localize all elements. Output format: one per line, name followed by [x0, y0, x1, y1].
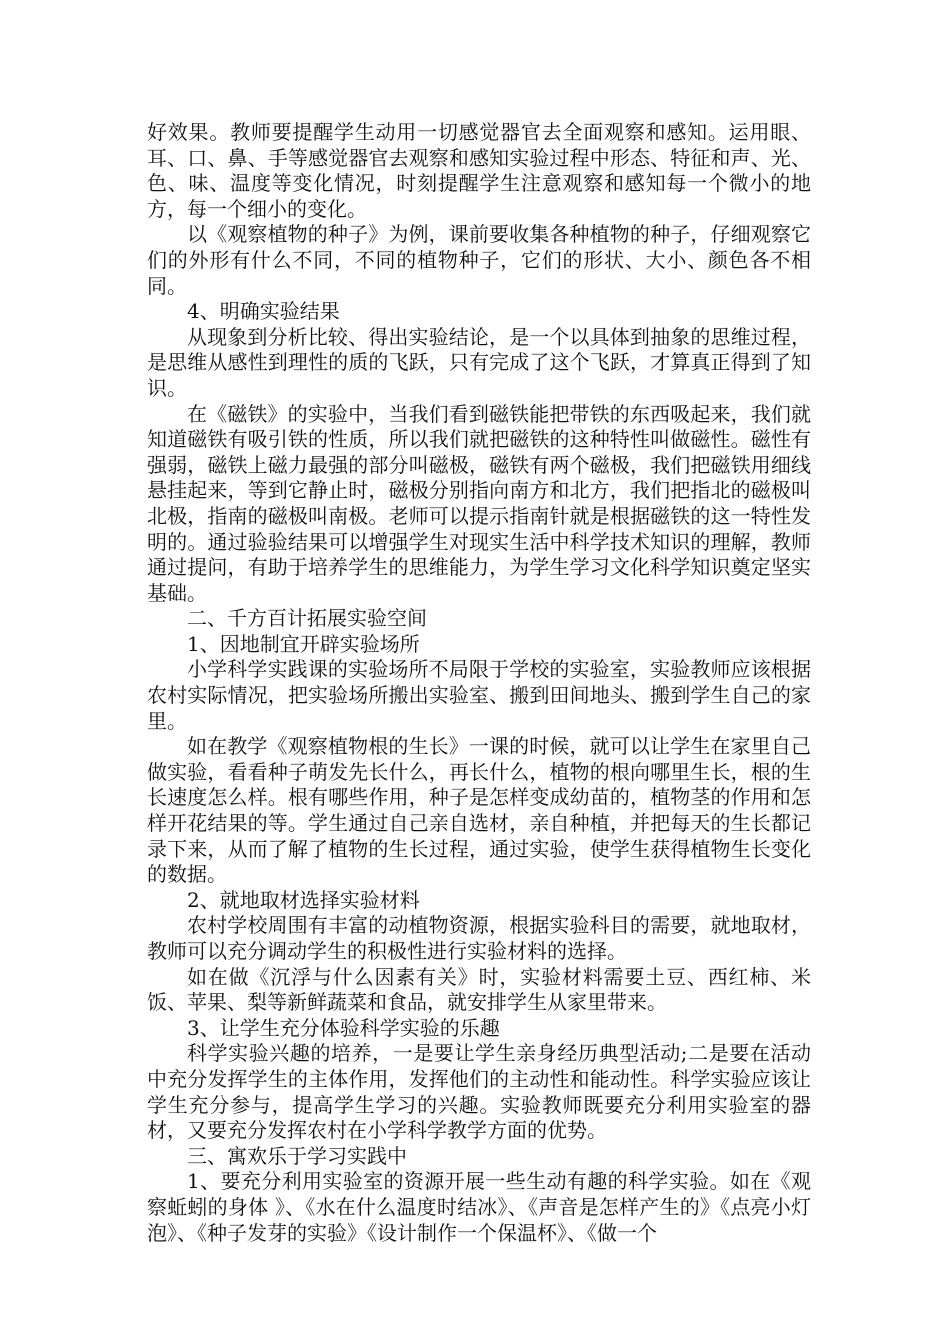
paragraph-5: 小学科学实践课的实验场所不局限于学校的实验室，实验教师应该根据农村实际情况，把实验场所搬出实验室、搬到田间地头、搬到学生自己的家里。	[147, 657, 811, 733]
paragraph-1: 好效果。教师要提醒学生动用一切感觉器官去全面观察和感知。运用眼、耳、口、鼻、手等感觉器官去观察和感知实验过程中形态、特征和声、光、色、味、温度等变化情况，时刻提醒学生注意观察和感知每一个微小的地方，每一个细小的变化。	[147, 120, 811, 221]
paragraph-3: 从现象到分析比较、得出实验结论，是一个以具体到抽象的思维过程，是思维从感性到理性的质的飞跃，只有完成了这个飞跃，才算真正得到了知识。	[147, 324, 811, 400]
heading-2-3: 3、让学生充分体验科学实验的乐趣	[187, 1015, 500, 1040]
paragraph-6: 如在教学《观察植物根的生长》一课的时候，就可以让学生在家里自己做实验，看看种子萌发先长什么，再长什么，植物的根向哪里生长，根的生长速度怎么样。根有哪些作用，种子是怎样变成幼苗的，植物茎的作用和怎样开花结果的等。学生通过自己亲自选材，亲自种植，并把每天的生长都记录下来，从而了解了植物的生长过程，通过实验，使学生获得植物生长变化的数据。	[147, 734, 811, 887]
heading-2-1: 1、因地制宜开辟实验场所	[187, 631, 420, 656]
paragraph-4: 在《磁铁》的实验中，当我们看到磁铁能把带铁的东西吸起来，我们就知道磁铁有吸引铁的性质，所以我们就把磁铁的这种特性叫做磁性。磁性有强弱，磁铁上磁力最强的部分叫磁极，磁铁有两个磁极，我们把磁铁用细线悬挂起来，等到它静止时，磁极分别指向南方和北方，我们把指北的磁极叫北极，指南的磁极叫南极。老师可以提示指南针就是根据磁铁的这一特性发明的。通过验验结果可以增强学生对现实生活中科学技术知识的理解，教师通过提问，有助于培养学生的思维能力，为学生学习文化科学知识奠定坚实基础。	[147, 401, 811, 605]
heading-2-2: 2、就地取材选择实验材料	[187, 887, 420, 912]
paragraph-7: 农村学校周围有丰富的动植物资源，根据实验科目的需要，就地取材，教师可以充分调动学生的积极性进行实验材料的选择。	[147, 913, 811, 963]
paragraph-10: 1、要充分利用实验室的资源开展一些生动有趣的科学实验。如在《观察蚯蚓的身体 》、《水在什么温度时结冰》、《声音是怎样产生的》《点亮小灯泡》、《种子发芽的实验》《设计制作一个保温杯》、《做一个	[147, 1169, 811, 1245]
paragraph-9: 科学实验兴趣的培养，一是要让学生亲身经历典型活动;二是要在活动中充分发挥学生的主体作用，发挥他们的主动性和能动性。科学实验应该让学生充分参与，提高学生学习的兴趣。实验教师既要充分利用实验室的器材，又要充分发挥农村在小学科学教学方面的优势。	[147, 1041, 811, 1143]
paragraph-2: 以《观察植物的种子》为例，课前要收集各种植物的种子，仔细观察它们的外形有什么不同，不同的植物种子，它们的形状、大小、颜色各不相同。	[147, 222, 811, 298]
heading-4-result: 4、明确实验结果	[187, 299, 340, 324]
paragraph-8: 如在做《沉浮与什么因素有关》时，实验材料需要土豆、西红柿、米饭、苹果、梨等新鲜蔬菜和食品，就安排学生从家里带来。	[147, 964, 811, 1015]
heading-section-2: 二、千方百计拓展实验空间	[187, 606, 427, 631]
document-body	[147, 120, 811, 1246]
heading-section-3: 三、寓欢乐于学习实践中	[187, 1143, 407, 1168]
